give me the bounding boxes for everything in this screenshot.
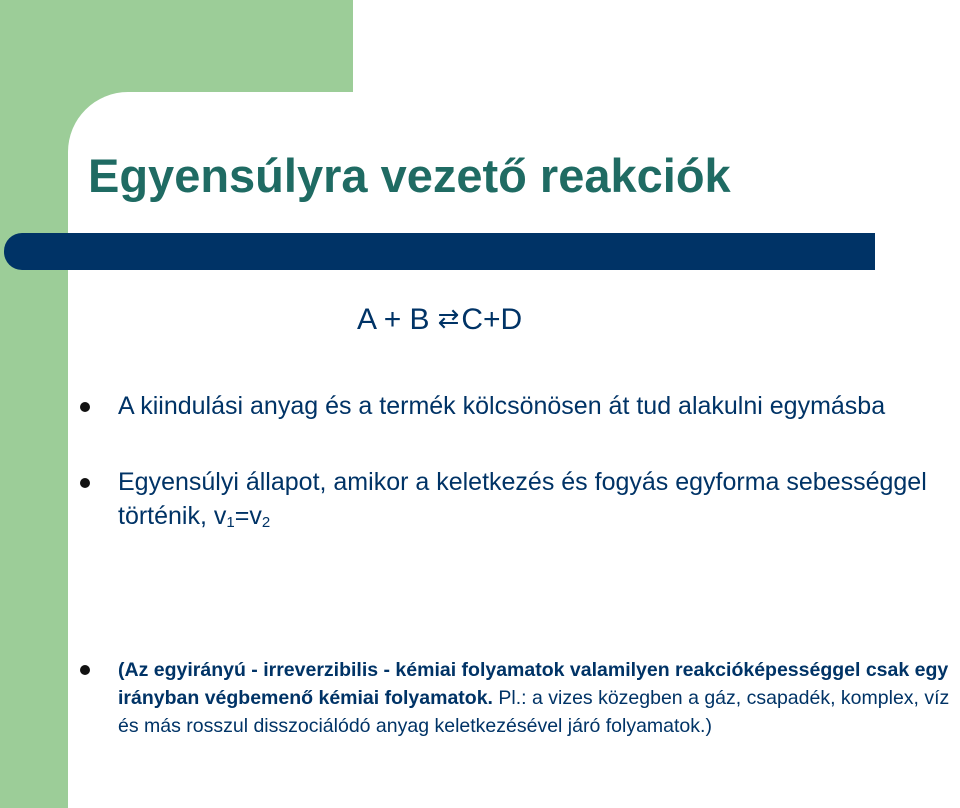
bullet-item-2 [118,465,948,540]
bullet-dot-3 [80,665,90,675]
rate-v1: v [213,502,227,530]
bullet-dot-1 [80,402,90,412]
top-green-band [0,0,353,92]
bullet-item-2-text: Egyensúlyi állapot, amikor a keletkezés és fogyás egyforma sebességgel történik, [118,468,927,530]
bullet-item-3-normal: Pl.: a vizes közegben a gáz, csapadék, komplex, víz és más rosszul disszociálódó anyag keletkezésével járó folyamatok.) [118,687,950,737]
rate-subscript-1: 1 [226,514,235,531]
title-underline-bar [4,233,875,270]
equation-products: C+D [461,303,523,336]
reaction-equation [357,303,522,337]
slide-title: Egyensúlyra vezető reakciók [88,149,731,202]
bullet-dot-2 [80,478,90,488]
bullet-item-1: A kiindulási anyag és a termék kölcsönösen át tud alakulni egymásba [118,392,886,420]
equilibrium-arrow-icon: ⇄ [437,303,460,333]
equation-reactants: A + B [357,303,430,336]
bullet-item-3 [118,656,956,740]
rate-equals-v: =v [234,502,262,530]
rate-subscript-2: 2 [261,514,271,531]
bullet-item-3-bold: (Az egyirányú - irreverzibilis - kémiai folyamatok valamilyen reakcióképességgel csak egy irányban végbemenő kémiai folyamatok. [118,659,949,709]
